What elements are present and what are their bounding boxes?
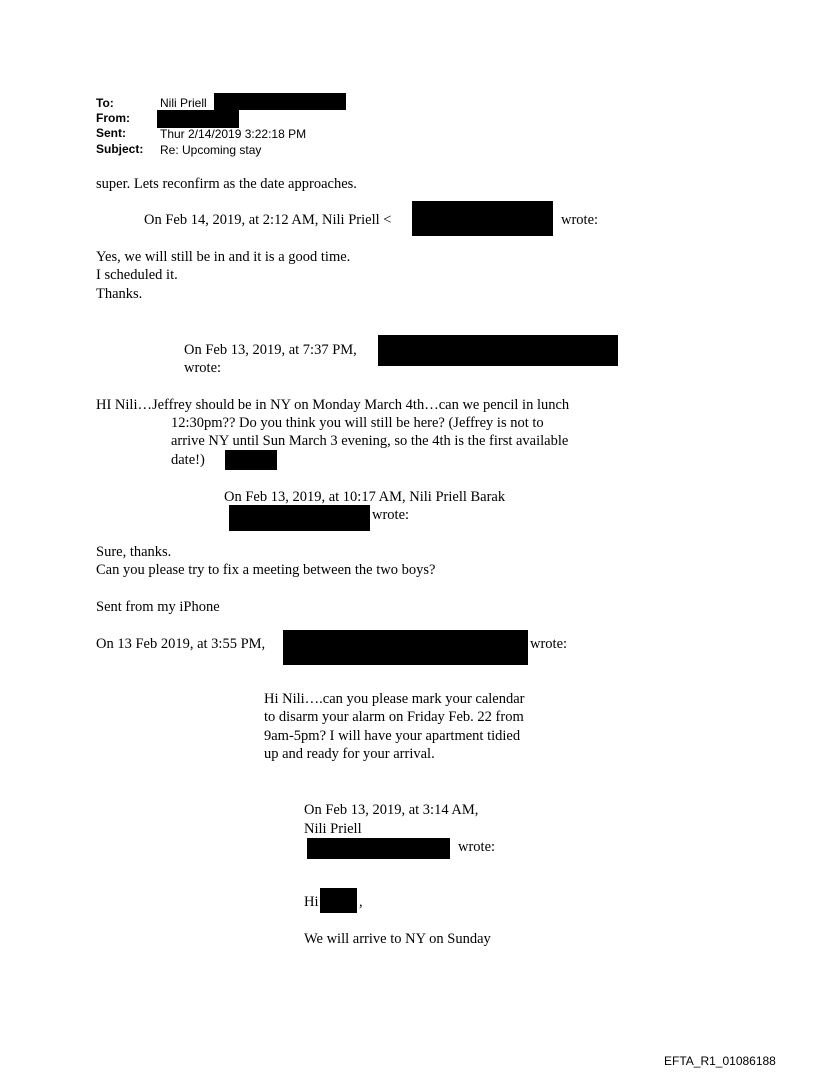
- redaction-quote-5-email: [307, 838, 450, 859]
- quote-2-wrote: wrote:: [184, 360, 222, 376]
- quote-3-wrote: wrote:: [372, 507, 410, 523]
- subject-label: Subject:: [96, 142, 144, 156]
- message-3-line-2: 12:30pm?? Do you think you will still be here? (Jeffrey is not to: [171, 415, 544, 431]
- subject-value: Re: Upcoming stay: [160, 143, 262, 157]
- message-5-line-1: Hi Nili….can you please mark your calendar: [264, 691, 525, 707]
- message-3-line-4: date!): [171, 452, 205, 468]
- quote-5-attribution-line-2: Nili Priell: [304, 821, 362, 837]
- quote-4-attribution: On 13 Feb 2019, at 3:55 PM,: [96, 636, 266, 652]
- to-value: Nili Priell: [160, 96, 207, 110]
- message-6-greeting: Hi: [304, 894, 319, 910]
- message-5-line-4: up and ready for your arrival.: [264, 746, 435, 762]
- redaction-message-3-signature: [225, 450, 277, 470]
- message-4-line-2: Can you please try to fix a meeting between the two boys?: [96, 562, 436, 578]
- message-2-line-1: Yes, we will still be in and it is a good time.: [96, 249, 351, 265]
- quote-4-wrote: wrote:: [530, 636, 568, 652]
- message-4-line-1: Sure, thanks.: [96, 544, 172, 560]
- message-2-line-2: I scheduled it.: [96, 267, 178, 283]
- redaction-quote-2-sender: [378, 335, 618, 366]
- quote-5-attribution-line-1: On Feb 13, 2019, at 3:14 AM,: [304, 802, 479, 818]
- redaction-quote-1-email: [412, 201, 553, 236]
- redaction-message-6-name: [320, 888, 357, 913]
- message-5-line-2: to disarm your alarm on Friday Feb. 22 from: [264, 709, 524, 725]
- sent-value: Thur 2/14/2019 3:22:18 PM: [160, 127, 307, 141]
- redaction-from: [157, 110, 239, 128]
- to-label: To:: [96, 96, 114, 110]
- document-id: EFTA_R1_01086188: [664, 1054, 776, 1068]
- message-1-text: super. Lets reconfirm as the date approaches.: [96, 176, 357, 192]
- redaction-to-email: [214, 93, 346, 110]
- quote-3-attribution: On Feb 13, 2019, at 10:17 AM, Nili Priell Barak: [224, 489, 506, 505]
- message-3-line-1: HI Nili…Jeffrey should be in NY on Monday March 4th…can we pencil in lunch: [96, 397, 570, 413]
- quote-1-attribution: On Feb 14, 2019, at 2:12 AM, Nili Priell <: [144, 212, 392, 228]
- message-2-line-3: Thanks.: [96, 286, 143, 302]
- from-label: From:: [96, 111, 130, 125]
- quote-2-attribution: On Feb 13, 2019, at 7:37 PM,: [184, 342, 357, 358]
- message-6-greeting-comma: ,: [359, 894, 363, 910]
- message-6-body: We will arrive to NY on Sunday: [304, 931, 491, 947]
- message-3-line-3: arrive NY until Sun March 3 evening, so the 4th is the first available: [171, 433, 569, 449]
- redaction-quote-3-email: [229, 505, 370, 531]
- sent-label: Sent:: [96, 126, 126, 140]
- message-5-line-3: 9am-5pm? I will have your apartment tidied: [264, 728, 521, 744]
- message-4-signature: Sent from my iPhone: [96, 599, 220, 615]
- quote-1-wrote: wrote:: [561, 212, 599, 228]
- quote-5-wrote: wrote:: [458, 839, 496, 855]
- redaction-quote-4-sender: [283, 630, 528, 665]
